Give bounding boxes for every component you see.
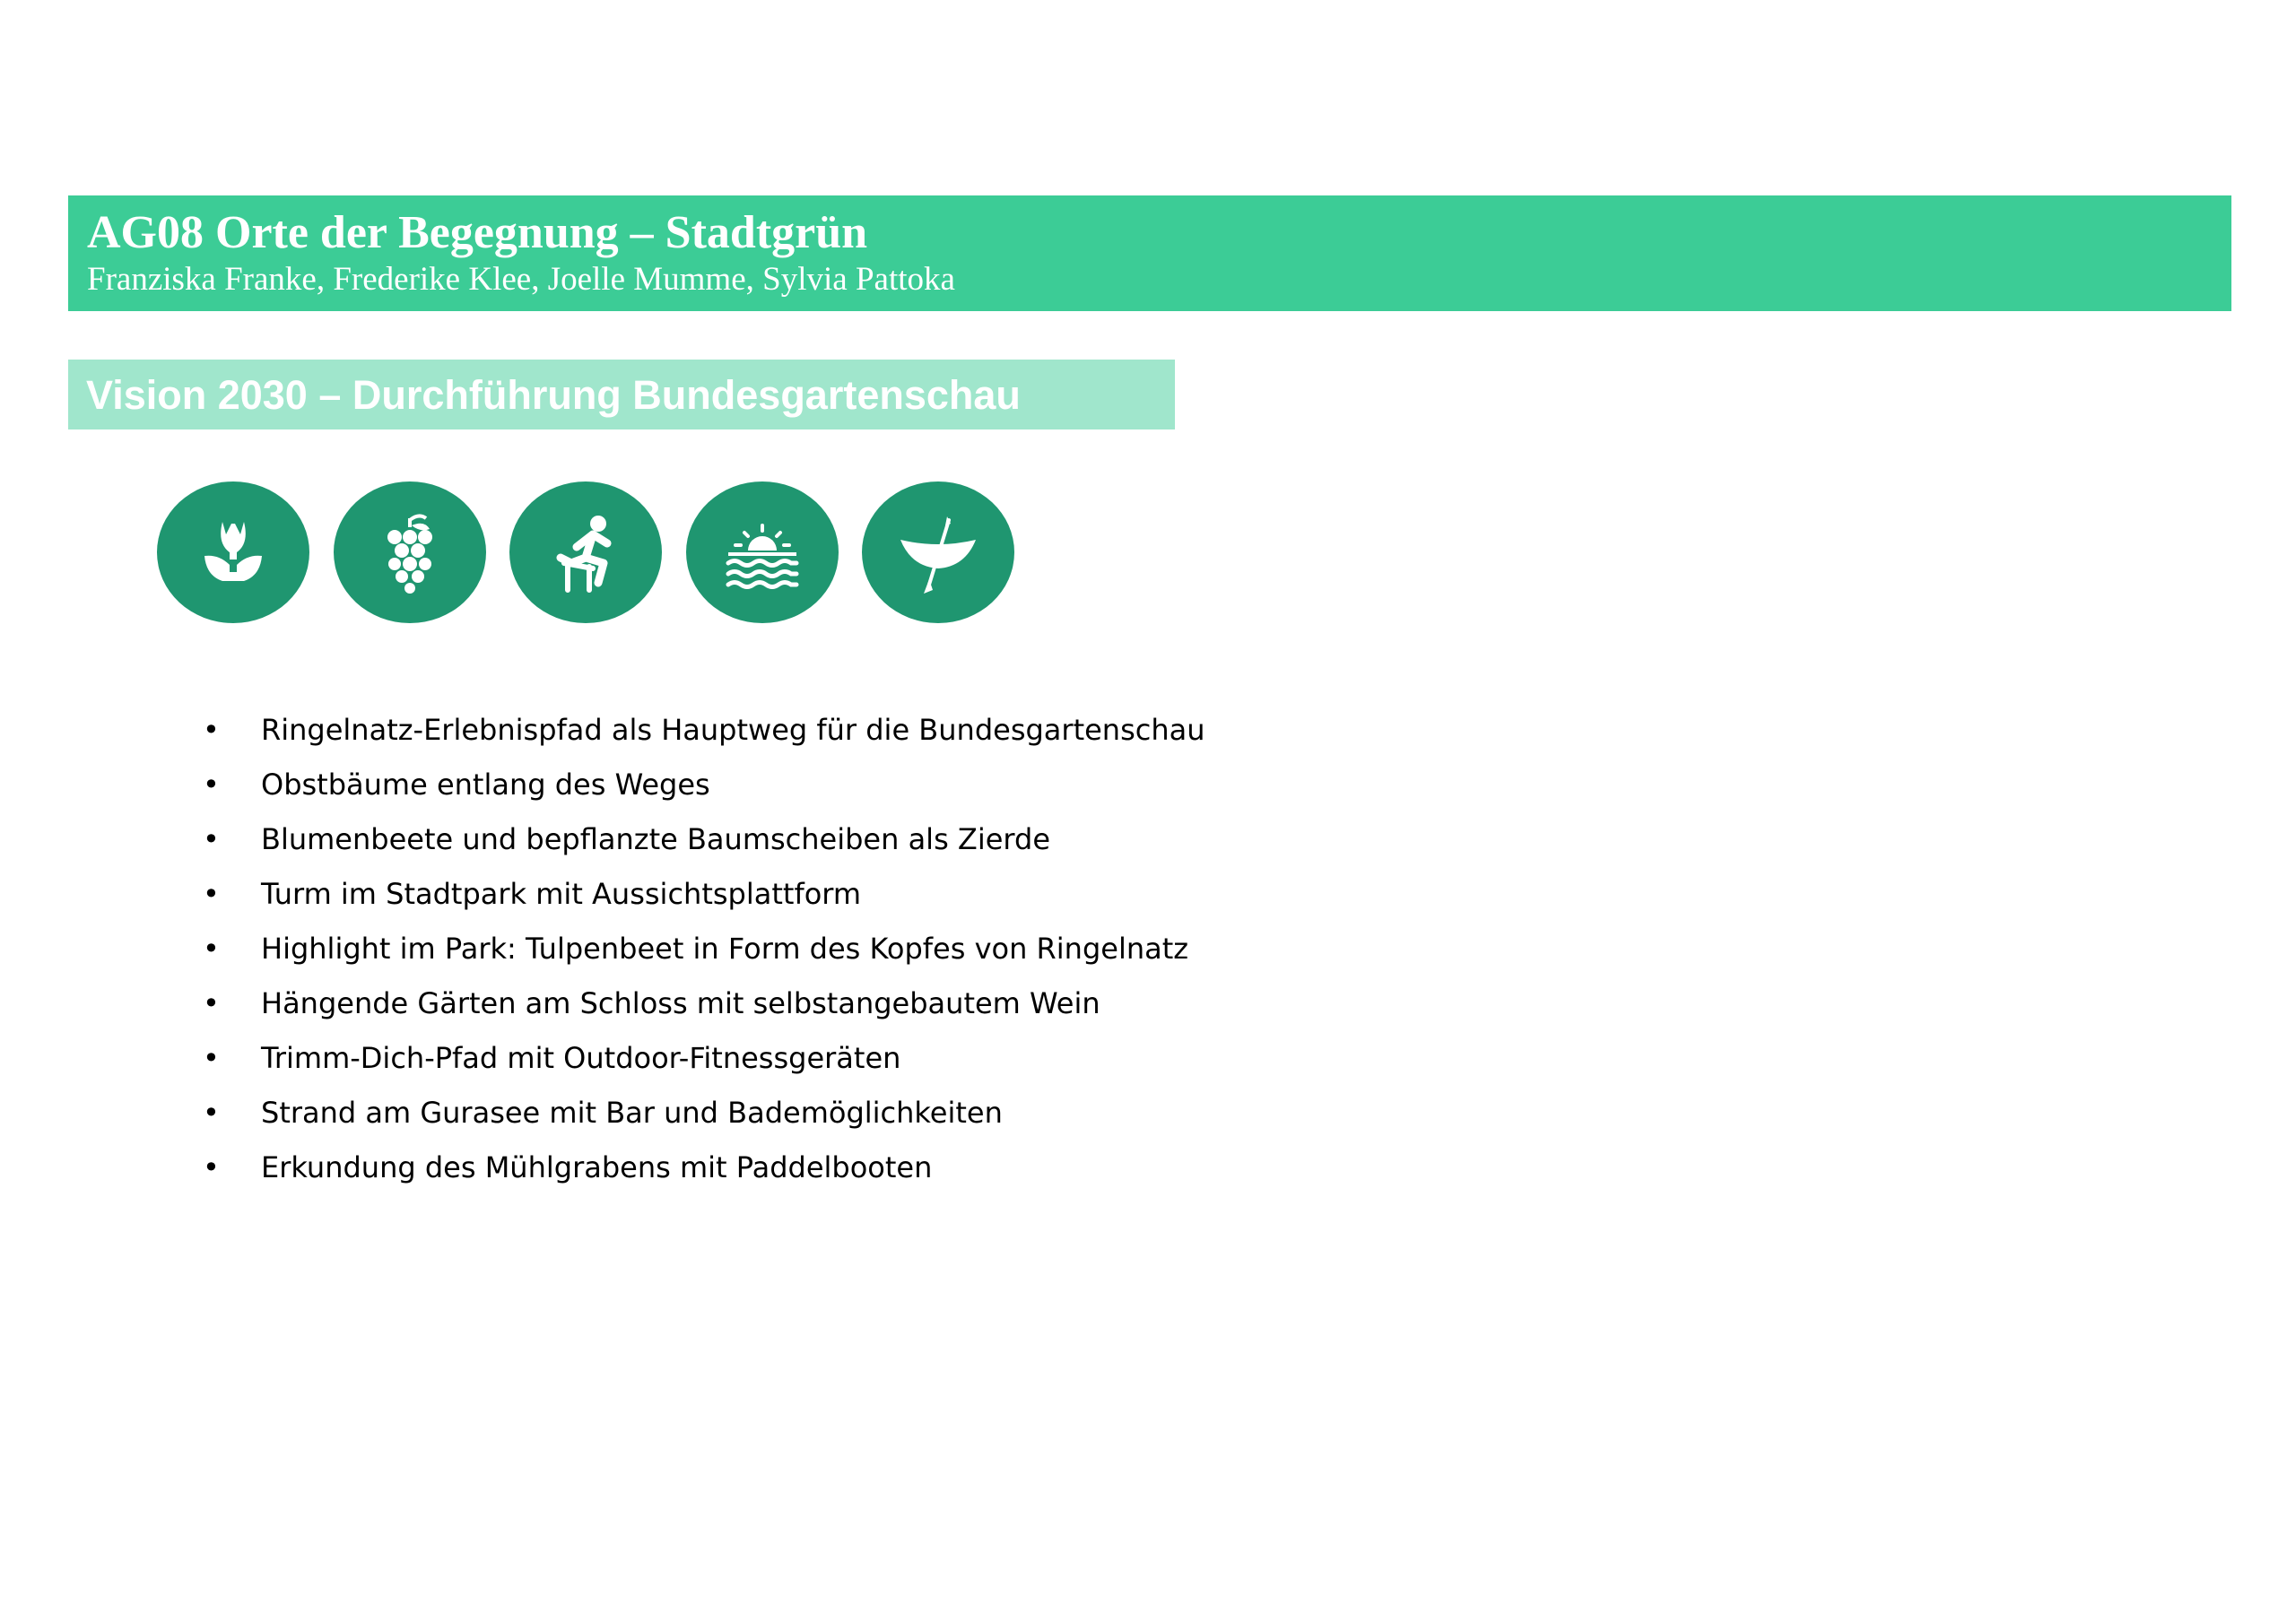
beach-sunset-icon [686,481,839,623]
grapes-icon [334,481,486,623]
page-title: AG08 Orte der Begegnung – Stadtgrün [87,207,868,258]
list-item-text: Obstbäume entlang des Weges [261,768,710,802]
bullet-marker: • [203,932,220,966]
bullet-marker: • [203,1096,220,1130]
list-item-text: Highlight im Park: Tulpenbeet in Form des Kopfes von Ringelnatz [261,932,1189,966]
bullet-marker: • [203,877,220,911]
tulip-icon [157,481,309,623]
hurdle-runner-icon [509,481,662,623]
bullet-marker: • [203,1041,220,1075]
list-item-text: Erkundung des Mühlgrabens mit Paddelbooten [261,1150,933,1184]
authors-line: Franziska Franke, Frederike Klee, Joelle Mumme, Sylvia Pattoka [87,261,955,298]
bullet-marker: • [203,822,220,856]
section-title: Vision 2030 – Durchführung Bundesgartenschau [86,372,1021,418]
list-item-text: Ringelnatz-Erlebnispfad als Hauptweg für die Bundesgartenschau [261,713,1205,747]
list-item-text: Trimm-Dich-Pfad mit Outdoor-Fitnessgeräten [261,1041,901,1075]
section-band [68,360,1175,429]
list-item-text: Turm im Stadtpark mit Aussichtsplattform [261,877,862,911]
header-band [68,195,2231,311]
icon-row [157,481,1054,623]
canoe-icon [862,481,1014,623]
bullet-marker: • [203,986,220,1020]
list-item-text: Blumenbeete und bepflanzte Baumscheiben als Zierde [261,822,1050,856]
bullet-marker: • [203,1150,220,1184]
bullet-marker: • [203,713,220,747]
bullet-marker: • [203,768,220,802]
list-item-text: Strand am Gurasee mit Bar und Bademöglichkeiten [261,1096,1003,1130]
list-item-text: Hängende Gärten am Schloss mit selbstangebautem Wein [261,986,1100,1020]
